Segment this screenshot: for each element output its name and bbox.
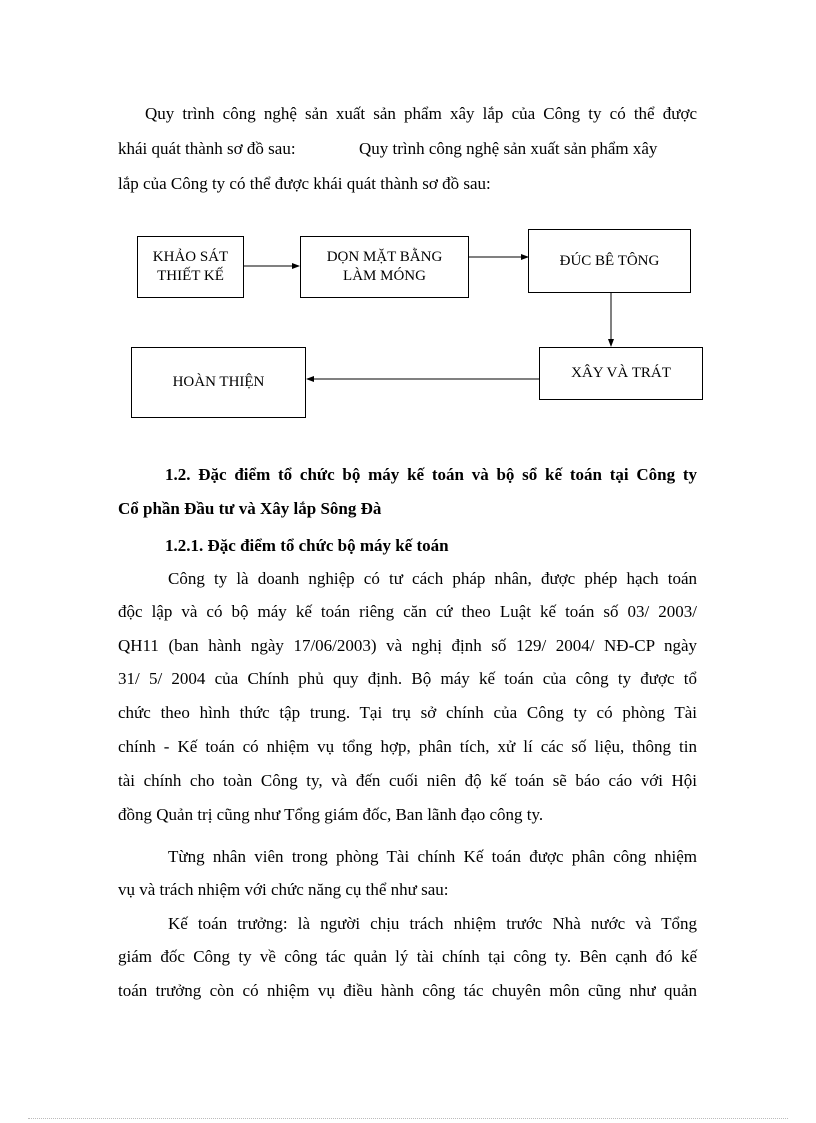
step-xay-va-trat [539,347,703,400]
intro-line-2a: khái quát thành sơ đồ sau: [118,139,296,158]
intro-line-3: lắp của Công ty có thể được khái quát thành sơ đồ sau: [118,174,491,193]
intro-line-2b: Quy trình công nghệ sản xuất sản phẩm xây [359,139,658,158]
step-duc-be-tong-label: ĐÚC BÊ TÔNG [559,252,660,269]
step-don-mat-bang-line1: DỌN MẶT BẰNG [326,249,443,265]
para2-line-2: vụ và trách nhiệm với chức năng cụ thể như sau: [118,880,449,899]
para1-line-2: độc lập và có bộ máy kế toán riêng căn cứ theo Luật kế toán số 03/ 2003/ [118,602,697,621]
intro-line-1: Quy trình công nghệ sản xuất sản phẩm xây lắp của Công ty có thể được [145,104,697,123]
step-don-mat-bang-line2: LÀM MÓNG [343,268,426,284]
para1-line-5: chức theo hình thức tập trung. Tại trụ sở chính của Công ty có phòng Tài [118,703,697,722]
para3-line-3: toán trưởng còn có nhiệm vụ điều hành công tác chuyên môn cũng như quản [118,981,697,1000]
para1-line-4: 31/ 5/ 2004 của Chính phủ quy định. Bộ máy kế toán của công ty được tổ [118,669,697,688]
section-1-2-1-heading: 1.2.1. Đặc điểm tổ chức bộ máy kế toán [165,536,449,555]
step-duc-be-tong [528,229,691,293]
step-khao-sat-line1: KHẢO SÁT [152,249,229,265]
step-hoan-thien [131,347,306,418]
step-khao-sat-line2: THIẾT KẾ [157,268,224,284]
step-xay-va-trat-label: XÂY VÀ TRÁT [571,365,671,381]
para3-line-1: Kế toán trưởng: là người chịu trách nhiệm trước Nhà nước và Tổng [168,914,697,933]
para1-line-1: Công ty là doanh nghiệp có tư cách pháp nhân, được phép hạch toán [168,569,697,588]
step-don-mat-bang [300,236,469,298]
para1-line-8: đồng Quản trị cũng như Tổng giám đốc, Ban lãnh đạo công ty. [118,805,544,824]
page-footer-rule [28,1118,788,1119]
step-hoan-thien-label: HOÀN THIỆN [172,374,265,390]
para3-line-2: giám đốc Công ty về công tác quản lý tài chính tại công ty. Bên cạnh đó kế [118,947,697,966]
para1-line-3: QH11 (ban hành ngày 17/06/2003) và nghị định số 129/ 2004/ NĐ-CP ngày [118,636,697,655]
step-khao-sat-thiet-ke [137,236,244,298]
section-1-2-heading-line2: Cổ phần Đầu tư và Xây lắp Sông Đà [118,499,382,518]
para2-line-1: Từng nhân viên trong phòng Tài chính Kế toán được phân công nhiệm [168,847,697,866]
section-1-2-heading-line1: 1.2. Đặc điểm tổ chức bộ máy kế toán và bộ sổ kế toán tại Công ty [165,465,697,484]
para1-line-6: chính - Kế toán có nhiệm vụ tổng hợp, phân tích, xử lí các số liệu, thông tin [118,737,697,756]
para1-line-7: tài chính cho toàn Công ty, và đến cuối niên độ kế toán sẽ báo cáo với Hội [118,771,697,790]
